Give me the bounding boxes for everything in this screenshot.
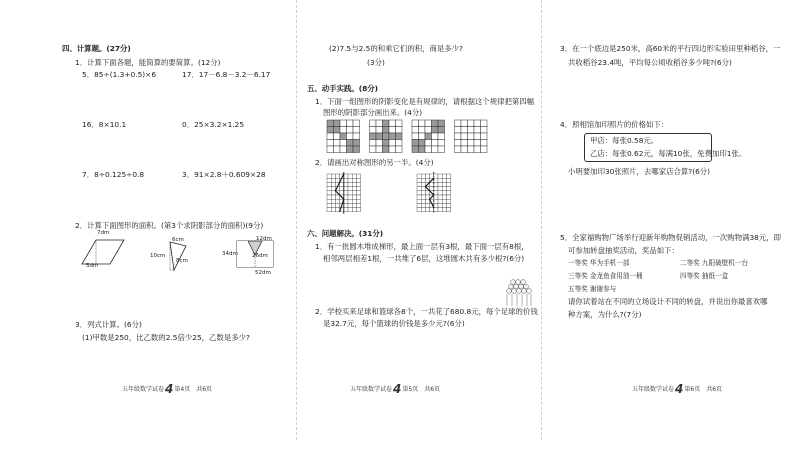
symmetry-grid-cell bbox=[352, 208, 356, 212]
pattern-grid-cell bbox=[353, 133, 360, 140]
pattern-grid-cell bbox=[468, 120, 475, 127]
symmetry-grid-cell bbox=[446, 208, 450, 212]
pattern-grid-cell bbox=[383, 133, 390, 140]
pattern-grid-cell bbox=[412, 133, 419, 140]
symmetry-grid-cell bbox=[446, 187, 450, 191]
section-5-heading: 五、动手实践。(8分) bbox=[307, 84, 379, 93]
question-6-1-line1: 1．有一批圆木堆成梯形，最上面一层有3根，最下面一层有8根， bbox=[315, 242, 529, 251]
symmetry-grid-cell bbox=[344, 182, 348, 186]
symmetry-grid-cell bbox=[430, 174, 434, 178]
exam-page-4 bbox=[0, 0, 295, 464]
pattern-grid-cell bbox=[425, 127, 432, 134]
pattern-grid-cell bbox=[468, 127, 475, 134]
symmetry-grid-cell bbox=[340, 191, 344, 195]
footer-page: 第4页 共6页 bbox=[174, 386, 213, 393]
symmetry-grid-cell bbox=[335, 195, 339, 199]
symmetry-grid-cell bbox=[335, 199, 339, 203]
symmetry-grid-cell bbox=[446, 203, 450, 207]
pattern-grid-cell bbox=[412, 127, 419, 134]
pattern-grid-cell bbox=[389, 133, 396, 140]
exam-page-5 bbox=[295, 0, 540, 464]
question-5-1-line1: 1．下面一组图形的阴影变化是有规律的，请根据这个规律把第四幅 bbox=[315, 97, 535, 106]
pattern-grid-cell bbox=[347, 127, 354, 134]
symmetry-grid-cell bbox=[425, 203, 429, 207]
pattern-grid-cell bbox=[370, 133, 377, 140]
symmetry-grid-cell bbox=[344, 203, 348, 207]
symmetry-grid-cell bbox=[417, 191, 421, 195]
pattern-grid-cell bbox=[474, 140, 481, 147]
symmetry-grid-cell bbox=[352, 187, 356, 191]
pattern-grid-cell bbox=[425, 120, 432, 127]
symmetry-grid-cell bbox=[327, 195, 331, 199]
pattern-grid-cell bbox=[419, 127, 426, 134]
symmetry-grid-cell bbox=[356, 199, 360, 203]
question-3-1-text: (1)甲数是250，比乙数的2.5倍少25，乙数是多少? bbox=[82, 333, 250, 342]
pattern-grid-cell bbox=[438, 120, 445, 127]
symmetry-grid-cell bbox=[425, 178, 429, 182]
pattern-grid-cell bbox=[455, 127, 462, 134]
pattern-grid-cell bbox=[376, 140, 383, 147]
pattern-grid-cell bbox=[396, 120, 403, 127]
symmetry-grid-cell bbox=[417, 199, 421, 203]
symmetry-grid-cell bbox=[348, 208, 352, 212]
pattern-grid-cell bbox=[334, 127, 341, 134]
symmetry-grid-cell bbox=[442, 203, 446, 207]
symmetry-grid-cell bbox=[434, 191, 438, 195]
symmetry-grid-cell bbox=[352, 182, 356, 186]
symmetry-grid-cell bbox=[344, 187, 348, 191]
pattern-grid-cell bbox=[353, 146, 360, 153]
pattern-grid-cell bbox=[376, 146, 383, 153]
symmetry-grid-cell bbox=[425, 195, 429, 199]
symmetry-grid-cell bbox=[446, 191, 450, 195]
pattern-grid-cell bbox=[438, 127, 445, 134]
page-footer bbox=[122, 382, 212, 396]
symmetry-grid-cell bbox=[356, 191, 360, 195]
footer-badge: 4 bbox=[393, 382, 402, 396]
footer-title: 五年级数学试卷 bbox=[122, 386, 165, 393]
pattern-grid-cell bbox=[353, 140, 360, 147]
pattern-grid-cell bbox=[432, 133, 439, 140]
pattern-grid-cell bbox=[432, 127, 439, 134]
pattern-grid-cell bbox=[396, 140, 403, 147]
section-6-heading: 六、问题解决。(31分) bbox=[307, 229, 384, 238]
expression-2: 17．17－6.8－3.2－6.17 bbox=[182, 70, 271, 79]
footer-title: 五年级数学试卷 bbox=[350, 386, 393, 393]
section-4-heading: 四、计算题。(27分) bbox=[62, 44, 131, 53]
question-3-line2: 共收稻谷23.4吨，平均每公顷收稻谷多少吨?(6分) bbox=[568, 58, 732, 67]
symmetry-grid-cell bbox=[434, 178, 438, 182]
symmetry-grid-cell bbox=[348, 178, 352, 182]
pattern-grid-cell bbox=[474, 120, 481, 127]
pattern-grid-cell bbox=[383, 120, 390, 127]
pattern-grid-cell bbox=[481, 140, 488, 147]
symmetry-grid-cell bbox=[421, 187, 425, 191]
symmetry-grid-cell bbox=[356, 203, 360, 207]
pattern-grid-cell bbox=[353, 127, 360, 134]
pattern-grid-cell bbox=[370, 146, 377, 153]
pattern-grid-cell bbox=[461, 133, 468, 140]
symmetry-grid-cell bbox=[434, 174, 438, 178]
symmetry-grid-cell bbox=[421, 195, 425, 199]
pattern-grid-cell bbox=[327, 146, 334, 153]
symmetry-grid-cell bbox=[430, 208, 434, 212]
symmetry-grid-cell bbox=[425, 199, 429, 203]
symmetry-grid-cell bbox=[327, 191, 331, 195]
pattern-grid-cell bbox=[432, 120, 439, 127]
pattern-grid-cell bbox=[455, 146, 462, 153]
expression-5: 7．8÷0.125÷0.8 bbox=[82, 170, 145, 179]
pattern-grid-cell bbox=[347, 120, 354, 127]
footer-title: 五年级数学试卷 bbox=[632, 386, 675, 393]
pattern-grid-cell bbox=[468, 140, 475, 147]
pattern-grid-cell bbox=[327, 133, 334, 140]
fig1-bottom-label: 5dm bbox=[86, 263, 99, 269]
pattern-grid-cell bbox=[396, 133, 403, 140]
symmetry-grid-cell bbox=[430, 187, 434, 191]
pattern-grid-cell bbox=[419, 120, 426, 127]
symmetry-grid-cell bbox=[335, 208, 339, 212]
symmetry-grid-cell bbox=[344, 191, 348, 195]
pattern-grid-cell bbox=[474, 127, 481, 134]
question-5-line2: 可参加转盘抽奖活动，奖品如下： bbox=[568, 246, 679, 255]
symmetry-grid-cell bbox=[421, 203, 425, 207]
symmetry-grid-cell bbox=[438, 208, 442, 212]
pattern-grid-cell bbox=[340, 133, 347, 140]
symmetry-grid-cell bbox=[331, 203, 335, 207]
pattern-grid-cell bbox=[334, 120, 341, 127]
pattern-grid-cell bbox=[327, 140, 334, 147]
pattern-grid-cell bbox=[412, 146, 419, 153]
fig3-label-b: 34dm bbox=[222, 251, 238, 257]
pattern-grid-cell bbox=[376, 127, 383, 134]
symmetry-grid-cell bbox=[425, 174, 429, 178]
question-3-line1: 3．在一个底边是250米，高60米的平行四边形实验田里种稻谷，一 bbox=[560, 44, 781, 53]
exam-page-6 bbox=[540, 0, 800, 464]
pattern-grid-cell bbox=[432, 140, 439, 147]
symmetry-grid-cell bbox=[434, 182, 438, 186]
symmetry-grid-cell bbox=[344, 208, 348, 212]
symmetry-grid-cell bbox=[421, 191, 425, 195]
symmetry-grid-cell bbox=[327, 203, 331, 207]
pattern-grid-cell bbox=[376, 120, 383, 127]
symmetry-grid-cell bbox=[356, 178, 360, 182]
symmetry-grid-cell bbox=[331, 208, 335, 212]
symmetry-grid-cell bbox=[348, 187, 352, 191]
question-2-text: 2．计算下面图形的面积。(第3个求阴影部分的面积)(9分) bbox=[75, 221, 264, 230]
pattern-grid-cell bbox=[396, 146, 403, 153]
store-b-price: 乙店：每张0.62元，每满10张，免费加印1张。 bbox=[590, 149, 747, 158]
expression-4: 0．25×3.2×1.25 bbox=[182, 120, 245, 129]
question-4-prompt: 小明要加印30张照片，去哪家店合算?(6分) bbox=[568, 167, 711, 176]
question-5-line1: 5．全家福购物广场举行迎新年购物促销活动，一次购物满38元，即 bbox=[560, 233, 782, 242]
pattern-grid-cell bbox=[461, 140, 468, 147]
pattern-grid-cell bbox=[412, 140, 419, 147]
symmetry-grid-cell bbox=[417, 178, 421, 182]
symmetry-grid-cell bbox=[417, 203, 421, 207]
symmetry-grid-cell bbox=[421, 174, 425, 178]
expression-1: 5．85÷(1.3+0.5)×6 bbox=[82, 70, 157, 79]
symmetry-grid-cell bbox=[348, 174, 352, 178]
fig3-label-a: 12dm bbox=[256, 236, 272, 242]
pattern-grid-cell bbox=[455, 133, 462, 140]
symmetry-grid-cell bbox=[438, 182, 442, 186]
symmetry-grid-cell bbox=[348, 195, 352, 199]
symmetry-grid-cell bbox=[344, 195, 348, 199]
symmetry-grid-cell bbox=[356, 187, 360, 191]
pattern-grid-cell bbox=[340, 146, 347, 153]
pattern-grid-cell bbox=[419, 133, 426, 140]
symmetry-grid-cell bbox=[442, 199, 446, 203]
symmetry-grid-cell bbox=[434, 195, 438, 199]
symmetry-grid-cell bbox=[438, 187, 442, 191]
footer-badge: 4 bbox=[675, 382, 684, 396]
log-pile-icon bbox=[503, 276, 533, 310]
question-1-text: 1．计算下面各题，能简算的要简算。(12分) bbox=[75, 58, 221, 67]
pattern-grid-cell bbox=[425, 146, 432, 153]
store-a-price: 甲店：每张0.58元。 bbox=[590, 136, 659, 145]
question-3-2-points: (3分) bbox=[367, 58, 385, 67]
pattern-grid-cell bbox=[370, 120, 377, 127]
symmetry-grid-cell bbox=[425, 191, 429, 195]
symmetry-grid-cell bbox=[344, 174, 348, 178]
symmetry-grid-cell bbox=[344, 178, 348, 182]
pattern-grid-cell bbox=[327, 120, 334, 127]
pattern-grid-cell bbox=[370, 127, 377, 134]
pattern-grid-cell bbox=[438, 140, 445, 147]
symmetry-grid-cell bbox=[352, 178, 356, 182]
symmetry-grid-cell bbox=[442, 191, 446, 195]
question-5-line4: 种方案，为什么?(7分) bbox=[568, 310, 642, 319]
pattern-grid-cell bbox=[340, 140, 347, 147]
fig2-label-a: 6cm bbox=[172, 237, 184, 243]
pattern-grid-cell bbox=[425, 140, 432, 147]
pattern-grid-cell bbox=[334, 140, 341, 147]
pattern-grid-cell bbox=[340, 127, 347, 134]
pattern-grid-cell bbox=[347, 146, 354, 153]
symmetry-grid-cell bbox=[421, 182, 425, 186]
symmetry-grid-cell bbox=[417, 174, 421, 178]
symmetry-grid-cell bbox=[331, 199, 335, 203]
symmetry-grid-cell bbox=[348, 191, 352, 195]
pattern-grid-cell bbox=[455, 120, 462, 127]
pattern-grid-cell bbox=[455, 140, 462, 147]
question-5-line3: 请你试着站在不同的立场设计不同的转盘，并说出你最喜欢哪 bbox=[568, 297, 768, 306]
question-6-1-line2: 相邻两层相差1根，一共堆了6层，这堆圆木共有多少根?(6分) bbox=[323, 254, 525, 263]
fig3-label-d: 52dm bbox=[255, 270, 271, 276]
pattern-grid-cell bbox=[461, 146, 468, 153]
symmetry-grid-cell bbox=[430, 182, 434, 186]
expression-3: 16．8×10.1 bbox=[82, 120, 127, 129]
symmetry-grid-cell bbox=[417, 195, 421, 199]
pattern-grid-cell bbox=[432, 146, 439, 153]
symmetry-grid-cell bbox=[438, 203, 442, 207]
pattern-grid-cell bbox=[334, 133, 341, 140]
prize-5: 五等奖 谢谢参与 bbox=[568, 285, 617, 293]
fig3-label-c: 26dm bbox=[252, 253, 268, 259]
symmetry-grid-cell bbox=[438, 199, 442, 203]
page-footer bbox=[350, 382, 440, 396]
pattern-grid-cell bbox=[468, 146, 475, 153]
pattern-grid-cell bbox=[340, 120, 347, 127]
symmetry-grid-cell bbox=[327, 199, 331, 203]
symmetry-grid-cell bbox=[421, 178, 425, 182]
symmetry-grid-cell bbox=[434, 187, 438, 191]
symmetry-grid-cell bbox=[434, 208, 438, 212]
symmetry-grid-cell bbox=[344, 199, 348, 203]
pattern-grid-cell bbox=[419, 140, 426, 147]
symmetry-grid-cell bbox=[331, 178, 335, 182]
pattern-grid-cell bbox=[347, 133, 354, 140]
symmetry-grid-cell bbox=[348, 199, 352, 203]
symmetry-grid-cell bbox=[442, 195, 446, 199]
question-6-2-line2: 是32.7元，每个篮球的价钱是多少元?(6分) bbox=[323, 319, 465, 328]
symmetry-grid-cell bbox=[421, 199, 425, 203]
prize-4: 四等奖 抽纸一盒 bbox=[680, 272, 729, 280]
symmetry-grid-cell bbox=[446, 174, 450, 178]
symmetry-grid-cell bbox=[340, 182, 344, 186]
pattern-grid-cell bbox=[396, 127, 403, 134]
symmetry-grid-cell bbox=[331, 182, 335, 186]
pattern-grid-cell bbox=[438, 146, 445, 153]
symmetry-grid-cell bbox=[356, 208, 360, 212]
fig2-label-c: 8cm bbox=[176, 258, 188, 264]
page-footer bbox=[632, 382, 722, 396]
symmetry-grid-cell bbox=[356, 195, 360, 199]
question-3-2-text: (2)7.5与2.5的和乘它们的积，商是多少? bbox=[329, 44, 463, 53]
fig2-label-b: 10cm bbox=[150, 253, 166, 259]
fig1-top-label: 7dm bbox=[97, 230, 110, 236]
question-5-2-text: 2．请画出对称图形的另一半。(4分) bbox=[315, 158, 434, 167]
symmetry-grid-cell bbox=[446, 178, 450, 182]
symmetry-grid-cell bbox=[442, 208, 446, 212]
symmetry-grid-cell bbox=[352, 199, 356, 203]
prize-2: 二等奖 九阳破壁机一台 bbox=[680, 259, 749, 267]
pattern-grid-cell bbox=[389, 127, 396, 134]
prize-1: 一等奖 华为手机一部 bbox=[568, 259, 630, 267]
symmetry-grid-cell bbox=[442, 182, 446, 186]
symmetry-grid-cell bbox=[335, 178, 339, 182]
pattern-grid-cell bbox=[383, 146, 390, 153]
symmetry-grid-cell bbox=[417, 208, 421, 212]
parallelogram-figure bbox=[80, 236, 130, 276]
symmetry-grid-cell bbox=[446, 182, 450, 186]
symmetry-grid-cell bbox=[446, 199, 450, 203]
symmetry-grid-cell bbox=[340, 187, 344, 191]
footer-page: 第5页 共6页 bbox=[402, 386, 441, 393]
pattern-grid-cell bbox=[481, 146, 488, 153]
symmetry-grid-cell bbox=[352, 195, 356, 199]
pattern-grid-cell bbox=[425, 133, 432, 140]
symmetry-grid-cell bbox=[352, 174, 356, 178]
expression-6: 3．91×2.8＋0.609×28 bbox=[182, 170, 266, 179]
symmetry-grid-cell bbox=[335, 203, 339, 207]
symmetry-grid-cell bbox=[438, 174, 442, 178]
pattern-grid-cell bbox=[419, 146, 426, 153]
symmetry-grid-cell bbox=[327, 208, 331, 212]
symmetry-grid-cell bbox=[331, 195, 335, 199]
symmetry-grid-cell bbox=[352, 203, 356, 207]
symmetry-grid-cell bbox=[348, 182, 352, 186]
symmetry-grid-cell bbox=[327, 187, 331, 191]
symmetry-grid-cell bbox=[425, 208, 429, 212]
symmetry-grid-cell bbox=[352, 191, 356, 195]
pattern-grid-cell bbox=[438, 133, 445, 140]
pattern-grid-cell bbox=[474, 133, 481, 140]
pattern-grid-cell bbox=[461, 120, 468, 127]
symmetry-grid-cell bbox=[331, 191, 335, 195]
pattern-grid-cell bbox=[412, 120, 419, 127]
pattern-grid-cell bbox=[383, 127, 390, 134]
symmetry-grid-cell bbox=[331, 174, 335, 178]
pattern-grid-cell bbox=[334, 146, 341, 153]
pattern-grid-cell bbox=[389, 140, 396, 147]
footer-page: 第6页 共6页 bbox=[684, 386, 723, 393]
pattern-grid-cell bbox=[389, 146, 396, 153]
pattern-grid-cell bbox=[481, 133, 488, 140]
question-5-1-line2: 图形的阴影部分画出来。(4分) bbox=[323, 108, 423, 117]
symmetry-grid-cell bbox=[348, 203, 352, 207]
symmetry-grid-cell bbox=[331, 187, 335, 191]
symmetry-grid-cell bbox=[442, 174, 446, 178]
symmetry-grid-cell bbox=[446, 195, 450, 199]
symmetry-grid-cell bbox=[356, 182, 360, 186]
question-3-text: 3．列式计算。(6分) bbox=[75, 320, 142, 329]
shading-pattern-grids bbox=[327, 120, 532, 154]
pattern-grid-cell bbox=[327, 127, 334, 134]
pattern-grid-cell bbox=[389, 120, 396, 127]
symmetry-grid-cell bbox=[442, 187, 446, 191]
pattern-grid-cell bbox=[474, 146, 481, 153]
symmetry-grid-cell bbox=[417, 187, 421, 191]
pattern-grid-cell bbox=[347, 140, 354, 147]
pattern-grid-cell bbox=[481, 120, 488, 127]
symmetry-grid-cell bbox=[438, 191, 442, 195]
symmetry-grid-cell bbox=[438, 178, 442, 182]
symmetry-grid-cell bbox=[335, 174, 339, 178]
symmetry-grid-cell bbox=[327, 182, 331, 186]
symmetry-grid-cell bbox=[327, 174, 331, 178]
symmetry-grid-cell bbox=[417, 182, 421, 186]
question-4-text: 4．照相馆加印照片的价格如下： bbox=[560, 120, 669, 129]
symmetry-grid-cell bbox=[434, 199, 438, 203]
symmetry-grid-cell bbox=[356, 174, 360, 178]
symmetry-grid-cell bbox=[434, 203, 438, 207]
symmetry-grid-cell bbox=[421, 208, 425, 212]
question-6-2-line1: 2．学校买来足球和篮球各8个，一共花了680.8元，每个足球的价钱 bbox=[315, 307, 538, 316]
pattern-grid-cell bbox=[376, 133, 383, 140]
pattern-grid-cell bbox=[481, 127, 488, 134]
pattern-grid-cell bbox=[383, 140, 390, 147]
pattern-grid-cell bbox=[461, 127, 468, 134]
symmetry-grid-cell bbox=[442, 178, 446, 182]
symmetry-grid-cell bbox=[327, 178, 331, 182]
prize-3: 三等奖 金龙鱼食用油一桶 bbox=[568, 272, 643, 280]
pattern-grid-cell bbox=[370, 140, 377, 147]
pattern-grid-cell bbox=[468, 133, 475, 140]
pattern-grid-cell bbox=[353, 120, 360, 127]
symmetry-grids bbox=[327, 174, 477, 216]
symmetry-grid-cell bbox=[438, 195, 442, 199]
footer-badge: 4 bbox=[165, 382, 174, 396]
